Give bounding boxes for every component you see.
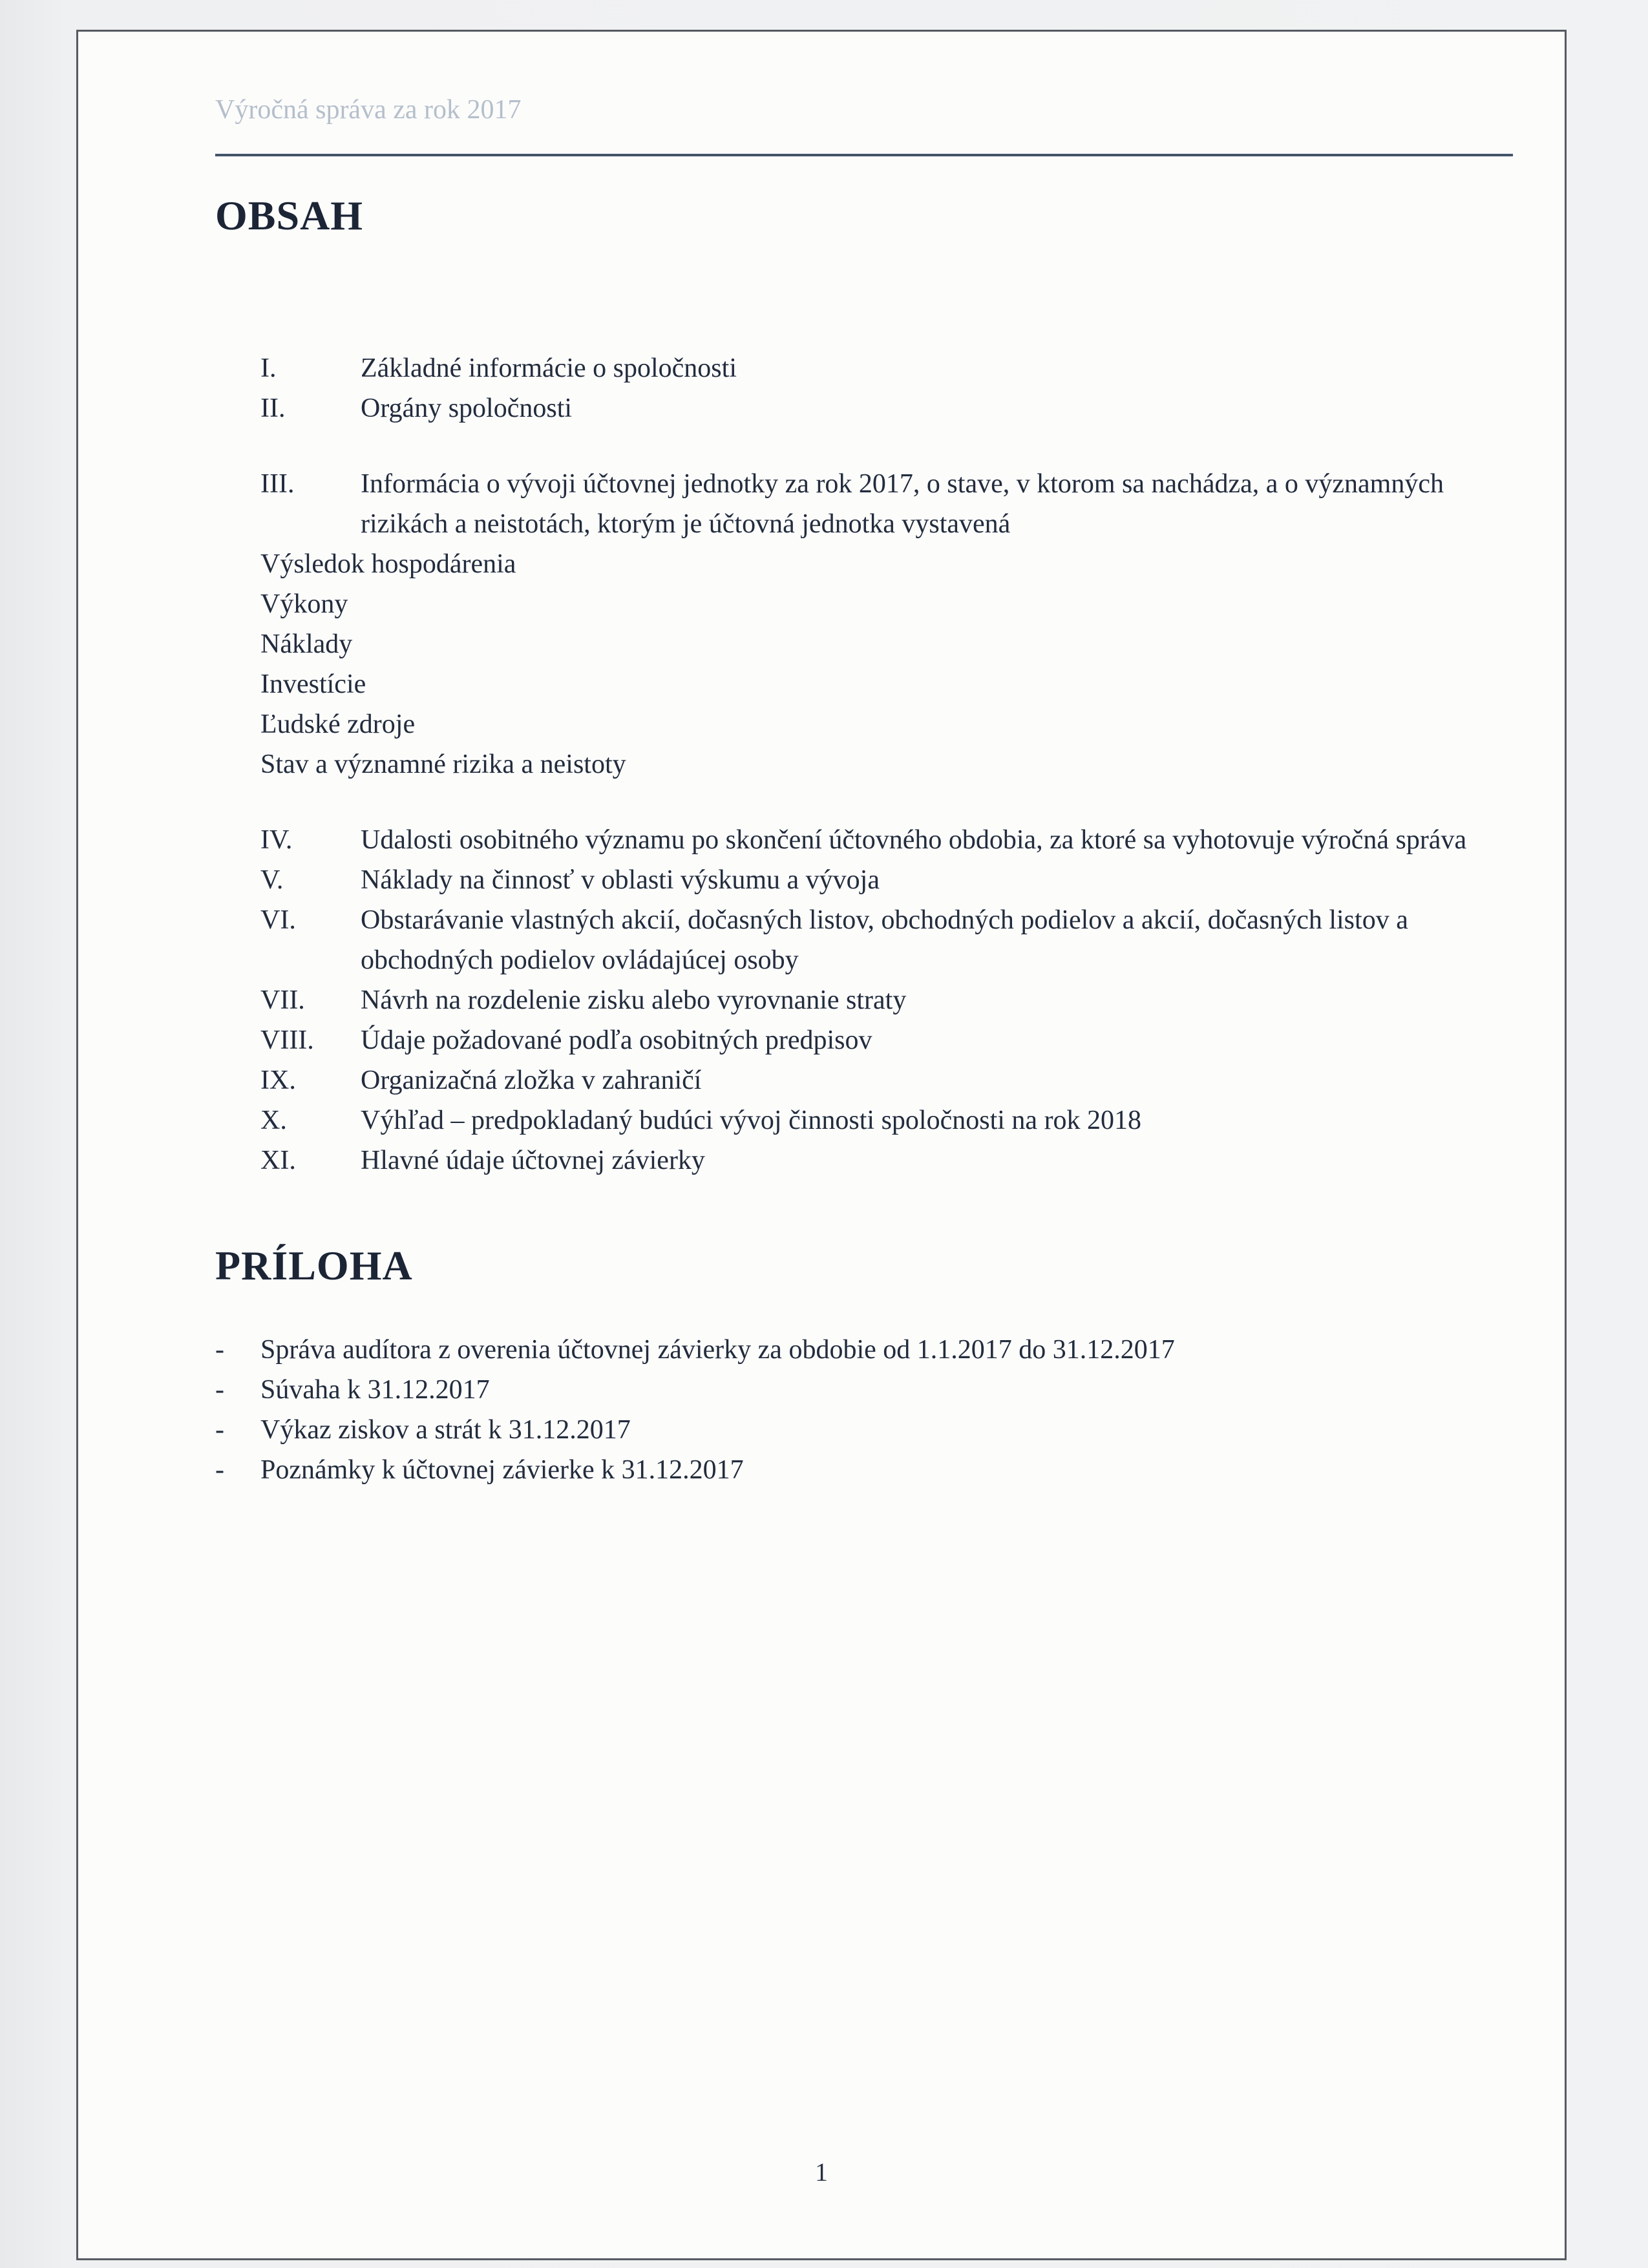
toc-item-text: Informácia o vývoji účtovnej jednotky za rok 2017, o stave, v ktorom sa nachádza, a o významných rizikách a neistotách, ktorým je účtovná jednotka vystavená xyxy=(361,469,1444,539)
toc-item xyxy=(260,900,1513,980)
header-divider-rule xyxy=(215,154,1513,156)
toc-item-text: Údaje požadované podľa osobitných predpisov xyxy=(361,1025,872,1055)
toc-subitem: Investície xyxy=(260,669,366,699)
priloha-list xyxy=(215,1330,1513,1490)
toc-item-text: Orgány spoločnosti xyxy=(361,394,573,423)
priloha-item xyxy=(215,1370,1513,1410)
toc-subitem: Ľudské zdroje xyxy=(260,709,416,739)
toc-item xyxy=(260,1060,1513,1100)
bullet-dash: - xyxy=(215,1375,224,1405)
toc-item xyxy=(260,820,1513,860)
toc-item-text: Hlavné údaje účtovnej závierky xyxy=(361,1146,705,1175)
toc-item xyxy=(260,464,1513,544)
toc-item-numeral: I. xyxy=(260,353,277,383)
priloha-item xyxy=(215,1450,1513,1490)
toc-item-numeral: X. xyxy=(260,1106,287,1135)
toc-item xyxy=(260,348,1513,388)
toc-item-text: Základné informácie o spoločnosti xyxy=(361,353,737,383)
document-sheet xyxy=(76,30,1567,2260)
toc-item-numeral: VI. xyxy=(260,905,296,935)
toc-item-numeral: VIII. xyxy=(260,1025,314,1055)
toc-item-numeral: II. xyxy=(260,394,286,423)
toc-item-text: Náklady na činnosť v oblasti výskumu a vývoja xyxy=(361,865,880,895)
bullet-dash: - xyxy=(215,1455,224,1485)
toc-item-numeral: V. xyxy=(260,865,284,895)
toc-item xyxy=(260,388,1513,428)
toc-item xyxy=(260,1140,1513,1181)
toc-item-text: Návrh na rozdelenie zisku alebo vyrovnanie straty xyxy=(361,985,907,1015)
running-header: Výročná správa za rok 2017 xyxy=(215,95,522,125)
toc-item xyxy=(260,1100,1513,1140)
priloha-item xyxy=(215,1410,1513,1450)
toc-item-numeral: IX. xyxy=(260,1066,296,1095)
toc-item-text: Výhľad – predpokladaný budúci vývoj činnosti spoločnosti na rok 2018 xyxy=(361,1106,1142,1135)
priloha-title: PRÍLOHA xyxy=(215,1243,413,1288)
toc-subitem: Výkony xyxy=(260,589,348,619)
toc-item-text: Udalosti osobitného významu po skončení účtovného obdobia, za ktoré sa vyhotovuje výročná správa xyxy=(361,825,1467,855)
toc-item-numeral: XI. xyxy=(260,1146,296,1175)
priloha-item-text: Poznámky k účtovnej závierke k 31.12.2017 xyxy=(260,1455,744,1485)
toc-subitem: Náklady xyxy=(260,629,353,659)
toc-item xyxy=(260,980,1513,1020)
toc-subitem: Stav a významné rizika a neistoty xyxy=(260,750,626,779)
toc-item-text: Organizačná zložka v zahraničí xyxy=(361,1066,702,1095)
toc-item-numeral: IV. xyxy=(260,825,293,855)
toc-item-text: Obstarávanie vlastných akcií, dočasných listov, obchodných podielov a akcií, dočasných listov a obchodných podielov ovládajúcej osoby xyxy=(361,905,1408,975)
toc-item xyxy=(260,1020,1513,1060)
toc-item xyxy=(260,860,1513,900)
table-of-contents xyxy=(260,348,1513,1181)
priloha-item-text: Správa audítora z overenia účtovnej závierky za obdobie od 1.1.2017 do 31.12.2017 xyxy=(260,1335,1175,1365)
toc-item-numeral: III. xyxy=(260,469,295,499)
toc-item-numeral: VII. xyxy=(260,985,305,1015)
page-number: 1 xyxy=(815,2158,828,2187)
bullet-dash: - xyxy=(215,1415,224,1445)
toc-subitem: Výsledok hospodárenia xyxy=(260,549,516,579)
priloha-item-text: Výkaz ziskov a strát k 31.12.2017 xyxy=(260,1415,631,1445)
bullet-dash: - xyxy=(215,1335,224,1365)
page-title-obsah: OBSAH xyxy=(215,193,364,238)
priloha-item-text: Súvaha k 31.12.2017 xyxy=(260,1375,490,1405)
priloha-item xyxy=(215,1330,1513,1370)
